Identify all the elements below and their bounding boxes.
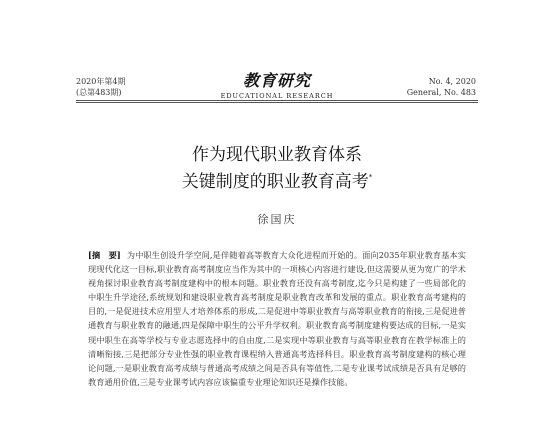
abstract-label: [摘 要] [88, 250, 121, 260]
abstract [88, 248, 466, 389]
article-author: 徐国庆 [257, 213, 297, 226]
header-rule-bottom [76, 102, 478, 103]
issue-number-cn: 2020年第4期 [76, 77, 126, 86]
article-title-line2: 关键制度的职业教育高考* [181, 172, 373, 192]
header-rule-top [76, 100, 478, 101]
article-title-line1: 作为现代职业教育体系 [192, 145, 362, 165]
abstract-text: 为中职生创设升学空间,是伴随着高等教育大众化进程而开始的。面向2035年职业教育基本实现现代化这一目标,职业教育高考制度应当作为其中的一项核心内容进行建设,但这需要从更为宽广的学术视角探讨职业教育高考制度建构中的根本问题。职业教育还没有高考制度,迄今只是构建了一些局部化的中职生升学途径,系统规划和建设职业教育高考制度是职业教育改革和发展的重点。职业教育高考建构的目的,一是促进技术应用型人才培养体系的形成,二是促进中等职业教育与高等职业教育的衔接,三是促进普通教育与职业教育的融通,四是保障中职生的公平升学权利。职业教育高考制度建构要达成的目标,一是实现中职生在高等学校与专业志愿选择中的自由度,二是实现中等职业教育与高等职业教育在教学标准上的清晰衔接,三是把部分专业性强的职业教育课程纳入普通高考选择科目。职业教育高考制度建构的核心理论问题,一是职业教育高考成绩与普通高考成绩之间是否具有等值性,二是专业课考试成绩是否具有足够的教育通用价值,三是专业课考试内容应该偏重专业理论知识还是操作技能。 [88, 250, 466, 387]
issue-total-cn: (总第483期) [76, 88, 122, 97]
issue-number-en: No. 4, 2020 [428, 77, 476, 86]
issue-total-en: General, No. 483 [406, 88, 476, 97]
title-footnote-mark: * [368, 173, 373, 181]
journal-logo: 教育研究 [242, 71, 311, 90]
issue-info-right [407, 76, 476, 98]
journal-name-en: EDUCATIONAL RESEARCH [220, 92, 334, 100]
